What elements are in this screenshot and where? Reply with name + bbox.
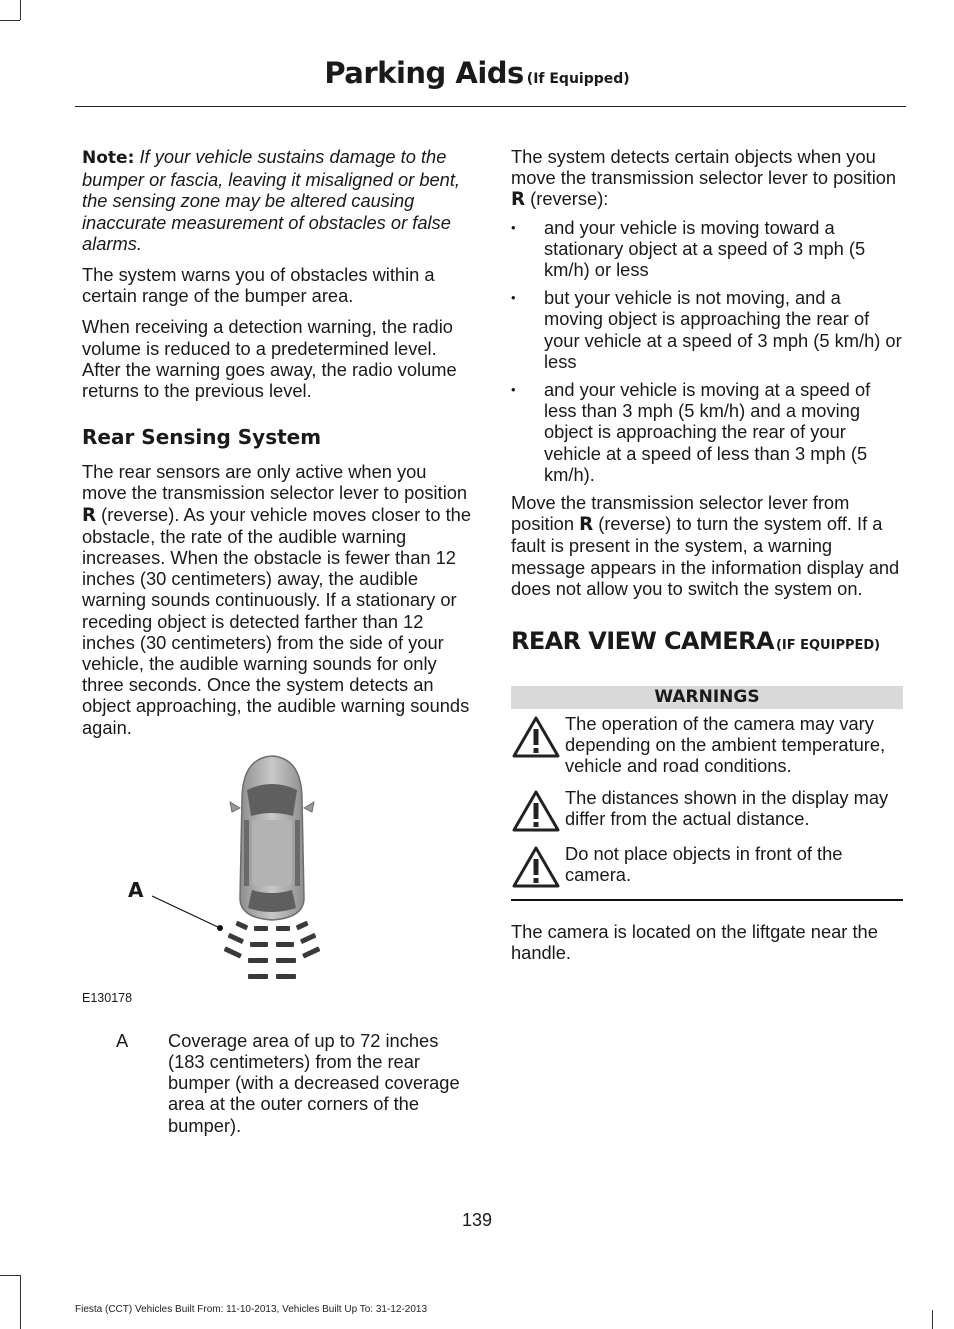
- right-column: [511, 146, 903, 973]
- legend-key: A: [116, 1029, 129, 1051]
- intro-text-2: (reverse):: [525, 188, 609, 210]
- legend-text: Coverage area of up to 72 inches (183 centimeters) from the rear bumper (with a decreased coverage area at the outer corners of the bumper).: [168, 1029, 460, 1136]
- rear-text-1: The rear sensors are only active when you move the transmission selector lever to position: [82, 461, 468, 504]
- intro-text-1: The system detects certain objects when you move the transmission selector lever to position: [511, 146, 897, 189]
- rear-text-bold: R: [82, 504, 97, 526]
- warnings-end-rule: [511, 899, 903, 901]
- intro-text-bold: R: [511, 189, 526, 211]
- rear-view-camera-heading: [511, 627, 903, 660]
- detection-intro: [511, 146, 903, 211]
- move-text-bold: R: [579, 514, 594, 536]
- left-column: [82, 146, 474, 1136]
- note-text: If your vehicle sustains damage to the bumper or fascia, leaving it misaligned or bent, the sensing zone may be altered causing inaccurate measurement of obstacles or false alarms.: [82, 146, 461, 254]
- rear-sensing-paragraph: [82, 461, 474, 738]
- footer-text: Fiesta (CCT) Vehicles Built From: 11-10-2013, Vehicles Built Up To: 31-12-2013: [75, 1304, 428, 1315]
- detection-conditions-list: [511, 217, 903, 485]
- camera-heading-main: REAR VIEW CAMERA: [511, 627, 774, 656]
- page-subtitle: (If Equipped): [526, 71, 630, 87]
- paragraph-warns: The system warns you of obstacles within a certain range of the bumper area.: [82, 264, 435, 307]
- paragraph-radio-volume: When receiving a detection warning, the radio volume is reduced to a predetermined level. After the warning goes away, the radio volume returns to the previous level.: [82, 316, 457, 402]
- list-item: • but your vehicle is not moving, and a moving object is approaching the rear of your vehicle at a speed of 3 mph (5 km/h) or less: [511, 287, 903, 372]
- camera-heading-sub: (IF EQUIPPED): [775, 638, 881, 654]
- move-text-1: Move the transmission selector lever from position: [511, 492, 850, 535]
- note-paragraph: [82, 146, 474, 254]
- header-rule: [75, 106, 906, 107]
- page-title: Parking Aids: [324, 56, 524, 90]
- turn-off-paragraph: [511, 492, 903, 599]
- figure-legend: [82, 1030, 474, 1136]
- warning-triangle-icon: [511, 789, 561, 833]
- crop-mark: [0, 1275, 20, 1276]
- list-item: • and your vehicle is moving toward a stationary object at a speed of 3 mph (5 km/h) or less: [511, 217, 903, 281]
- warning-item: [511, 713, 903, 777]
- page-header: [0, 56, 954, 90]
- warning-triangle-icon: [511, 845, 561, 889]
- note-label: Note:: [82, 148, 135, 168]
- crop-mark: [932, 1310, 933, 1329]
- warning-text: Do not place objects in front of the camera.: [565, 842, 843, 885]
- crop-mark: [20, 1275, 21, 1329]
- rear-sensor-figure: [82, 748, 474, 1008]
- crop-mark: [0, 20, 20, 21]
- move-text-2: (reverse) to turn the system off. If a fault is present in the system, a warning message appears in the information display and does not allow you to switch the system on.: [511, 513, 900, 599]
- rear-text-2: (reverse). As your vehicle moves closer to the obstacle, the rate of the audible warning increases. When the obstacle is fewer than 12 inches (30 centimeters) away, the audible warning sounds continuously. If a stationary or receding object is detected farther than 12 inches (30 centimeters) from the side of your vehicle, the audible warning sounds for only three seconds. Once the system detects an object approaching, the audible warning sounds again.: [82, 503, 471, 738]
- page-number: 139: [461, 1210, 493, 1230]
- warning-item: [511, 787, 903, 833]
- warning-item: [511, 843, 903, 889]
- crop-mark: [20, 0, 21, 20]
- camera-location-paragraph: The camera is located on the liftgate near the handle.: [511, 920, 878, 963]
- rear-sensing-heading: Rear Sensing System: [82, 425, 322, 450]
- warnings-header: WARNINGS: [511, 686, 903, 709]
- warning-text: The distances shown in the display may differ from the actual distance.: [565, 786, 889, 829]
- warning-triangle-icon: [511, 715, 561, 759]
- figure-code: E130178: [82, 990, 133, 1005]
- warning-text: The operation of the camera may vary depending on the ambient temperature, vehicle and road conditions.: [565, 713, 886, 777]
- figure-callout-a: A: [128, 877, 144, 902]
- list-item: • and your vehicle is moving at a speed of less than 3 mph (5 km/h) and a moving object is approaching the rear of your vehicle at a speed of less than 3 mph (5 km/h).: [511, 379, 903, 485]
- car-coverage-illustration: [82, 748, 474, 988]
